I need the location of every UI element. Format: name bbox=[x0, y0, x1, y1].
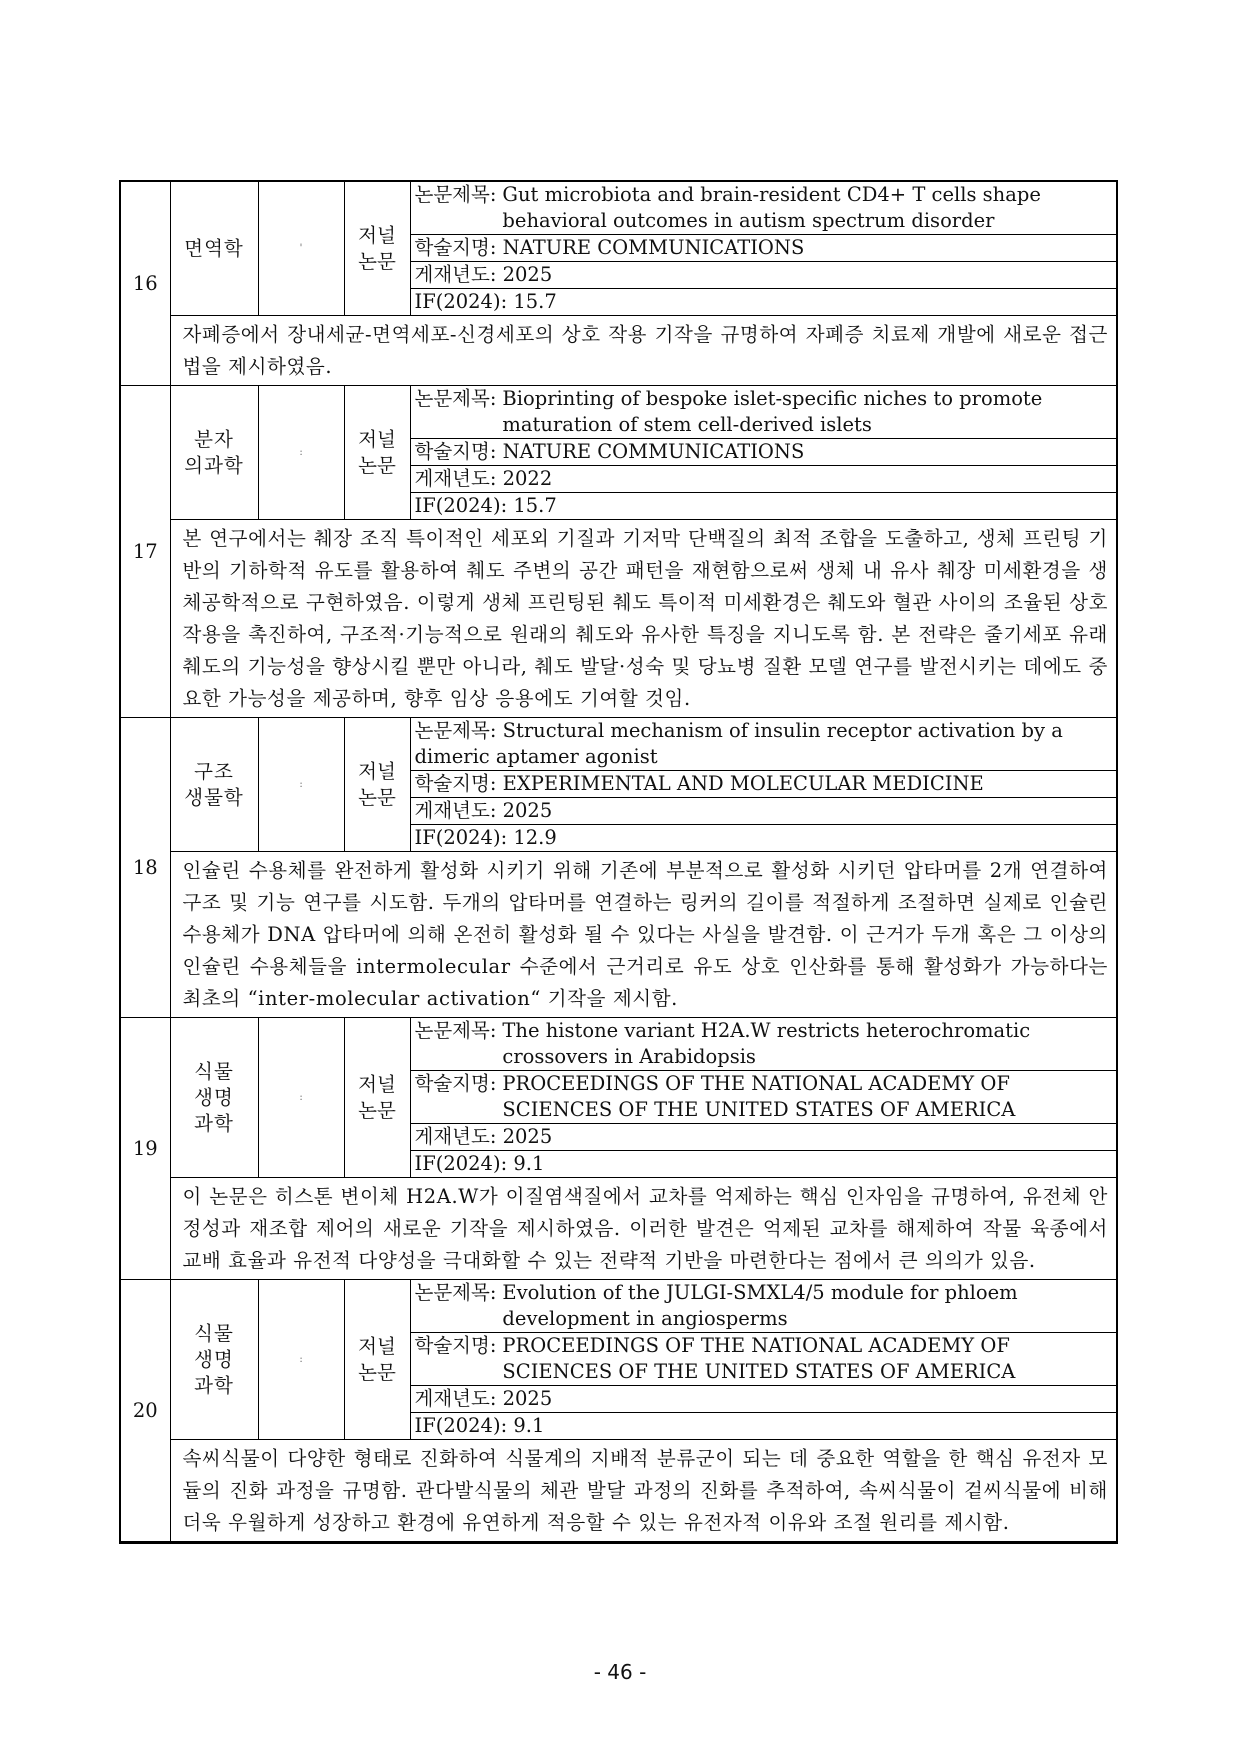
paper-title bbox=[410, 181, 1117, 235]
journal-name: 학술지명: EXPERIMENTAL AND MOLECULAR MEDICINE bbox=[410, 771, 1117, 798]
row-number: 18 bbox=[120, 718, 170, 1018]
research-summary: 이 논문은 히스톤 변이체 H2A.W가 이질염색질에서 교차를 억제하는 핵심 인자임을 규명하여, 유전체 안정성과 재조합 제어의 새로운 기작을 제시하였음. 이러한 발견은 억제된 교차를 해제하여 작물 육종에서 교배 효율과 유전적 다양성을 극대화할 수 있는 전략적 기반을 마련한다는 점에서 큰 의의가 있음. bbox=[170, 1178, 1117, 1280]
journal-text: PROCEEDINGS OF THE NATIONAL ACADEMY OF SCIENCES OF THE UNITED STATES OF AMERICA bbox=[502, 1334, 1016, 1383]
journal-label: 학술지명: bbox=[414, 1072, 497, 1095]
research-field: 식물 생명 과학 bbox=[170, 1280, 258, 1440]
journal-text: PROCEEDINGS OF THE NATIONAL ACADEMY OF SCIENCES OF THE UNITED STATES OF AMERICA bbox=[502, 1072, 1016, 1121]
publication-year: 게재년도: 2022 bbox=[410, 466, 1117, 493]
paper-title-text: Structural mechanism of insulin receptor activation by a dimeric aptamer agonist bbox=[414, 719, 1063, 768]
research-field: 구조 생물학 bbox=[170, 718, 258, 852]
paper-title-label: 논문제목: bbox=[414, 719, 497, 742]
research-summary: 인슐린 수용체를 완전하게 활성화 시키기 위해 기존에 부분적으로 활성화 시키던 압타머를 2개 연결하여 구조 및 기능 연구를 시도함. 두개의 압타머를 연결하는 링커의 길이를 적절하게 조절하면 실제로 인슐린 수용체가 DNA 압타머에 의해 온전히 활성화 될 수 있다는 사실을 발견함. 이 근거가 두개 혹은 그 이상의 인슐린 수용체들을 intermolecular 수준에서 근거리로 유도 상호 인산화를 통해 활성화가 가능하다는 최초의 “inter-molecular activation“ 기작을 제시함. bbox=[170, 852, 1117, 1018]
author-cell: ' bbox=[258, 181, 344, 316]
paper-title-text: Gut microbiota and brain-resident CD4+ T cells shape behavioral outcomes in autism spectrum disorder bbox=[502, 183, 1041, 232]
impact-factor: IF(2024): 9.1 bbox=[410, 1413, 1117, 1440]
journal-name bbox=[410, 1333, 1117, 1386]
research-summary: 속씨식물이 다양한 형태로 진화하여 식물계의 지배적 분류군이 되는 데 중요한 역할을 한 핵심 유전자 모듈의 진화 과정을 규명함. 관다발식물의 체관 발달 과정의 진화를 추적하여, 속씨식물이 겉씨식물에 비해 더욱 우월하게 성장하고 환경에 유연하게 적응할 수 있는 유전자적 이유와 조절 원리를 제시함. bbox=[170, 1440, 1117, 1543]
impact-factor: IF(2024): 12.9 bbox=[410, 825, 1117, 852]
research-summary: 자폐증에서 장내세균-면역세포-신경세포의 상호 작용 기작을 규명하여 자폐증 치료제 개발에 새로운 접근법을 제시하였음. bbox=[170, 316, 1117, 386]
journal-name bbox=[410, 1071, 1117, 1124]
author-cell: : bbox=[258, 1280, 344, 1440]
author-cell: : bbox=[258, 386, 344, 520]
achievement-table bbox=[119, 180, 1118, 1544]
paper-title-text: The histone variant H2A.W restricts heterochromatic crossovers in Arabidopsis bbox=[502, 1019, 1031, 1068]
journal-name: 학술지명: NATURE COMMUNICATIONS bbox=[410, 439, 1117, 466]
impact-factor: IF(2024): 15.7 bbox=[410, 289, 1117, 316]
publication-year: 게재년도: 2025 bbox=[410, 798, 1117, 825]
research-summary: 본 연구에서는 췌장 조직 특이적인 세포외 기질과 기저막 단백질의 최적 조합을 도출하고, 생체 프린팅 기반의 기하학적 유도를 활용하여 췌도 주변의 공간 패턴을 재현함으로써 생체 내 유사 췌장 미세환경을 생체공학적으로 구현하였음. 이렇게 생체 프린팅된 췌도 특이적 미세환경은 췌도와 혈관 사이의 조율된 상호작용을 촉진하여, 구조적·기능적으로 원래의 췌도와 유사한 특징을 지니도록 함. 본 전략은 줄기세포 유래 췌도의 기능성을 향상시킬 뿐만 아니라, 췌도 발달·성숙 및 당뇨병 질환 모델 연구를 발전시키는 데에도 중요한 가능성을 제공하며, 향후 임상 응용에도 기여할 것임. bbox=[170, 520, 1117, 718]
row-number: 19 bbox=[120, 1018, 170, 1280]
journal-name: 학술지명: NATURE COMMUNICATIONS bbox=[410, 235, 1117, 262]
paper-title-label: 논문제목: bbox=[414, 1019, 497, 1042]
publication-year: 게재년도: 2025 bbox=[410, 262, 1117, 289]
author-cell: : bbox=[258, 718, 344, 852]
paper-title bbox=[410, 1018, 1117, 1071]
author-cell: : bbox=[258, 1018, 344, 1178]
impact-factor: IF(2024): 9.1 bbox=[410, 1151, 1117, 1178]
research-field: 면역학 bbox=[170, 181, 258, 316]
publication-type: 저널 논문 bbox=[344, 718, 410, 852]
publication-year: 게재년도: 2025 bbox=[410, 1124, 1117, 1151]
row-number: 20 bbox=[120, 1280, 170, 1543]
row-number: 16 bbox=[120, 181, 170, 386]
row-number: 17 bbox=[120, 386, 170, 718]
paper-title bbox=[410, 1280, 1117, 1333]
paper-title-label: 논문제목: bbox=[414, 1281, 497, 1304]
paper-title-label: 논문제목: bbox=[414, 387, 497, 410]
research-field: 식물 생명 과학 bbox=[170, 1018, 258, 1178]
paper-title-label: 논문제목: bbox=[414, 183, 497, 206]
publication-type: 저널 논문 bbox=[344, 1280, 410, 1440]
publication-type: 저널 논문 bbox=[344, 181, 410, 316]
paper-title-text: Evolution of the JULGI-SMXL4/5 module for phloem development in angiosperms bbox=[502, 1281, 1018, 1330]
publication-year: 게재년도: 2025 bbox=[410, 1386, 1117, 1413]
paper-title bbox=[410, 386, 1117, 439]
publication-type: 저널 논문 bbox=[344, 386, 410, 520]
page-number: - 46 - bbox=[593, 1660, 647, 1684]
publication-type: 저널 논문 bbox=[344, 1018, 410, 1178]
paper-title bbox=[410, 718, 1117, 771]
paper-title-text: Bioprinting of bespoke islet-specific niches to promote maturation of stem cell-derived islets bbox=[502, 387, 1043, 436]
journal-label: 학술지명: bbox=[414, 1334, 497, 1357]
research-field: 분자 의과학 bbox=[170, 386, 258, 520]
impact-factor: IF(2024): 15.7 bbox=[410, 493, 1117, 520]
